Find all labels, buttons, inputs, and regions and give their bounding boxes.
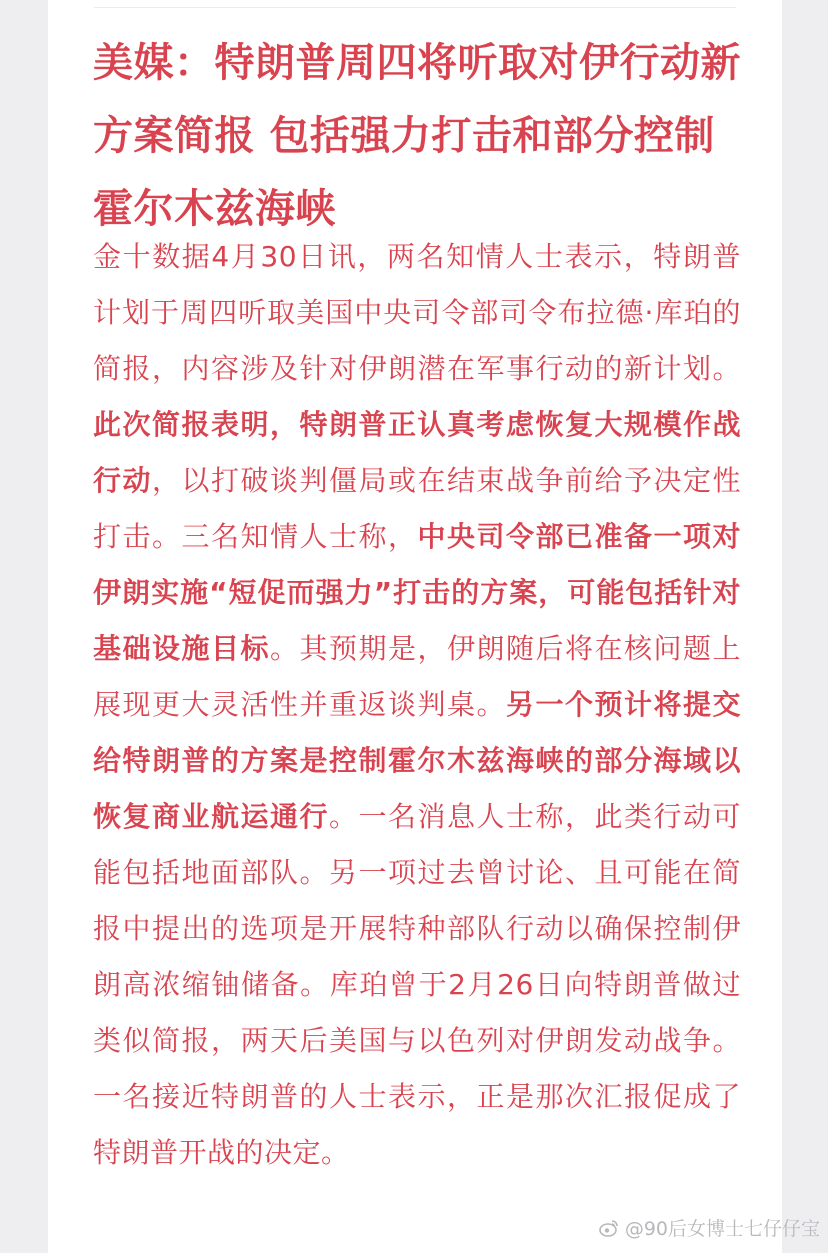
weibo-logo-icon <box>599 1218 619 1238</box>
article-page <box>48 0 782 1253</box>
body-text-segment: 。一名消息人士称，此类行动可能包括地面部队。另一项过去曾讨论、且可能在简报中提出的选项是开展特种部队行动以确保控制伊朗高浓缩铀储备。库珀曾于2月26日向特朗普做过类似简报，两天后美国与以色列对伊朗发动战争。一名接近特朗普的人士表示，正是那次汇报促成了特朗普开战的决定。 <box>93 800 741 1169</box>
body-bold-segment: 此次简报表明，特朗普正认真考虑恢复大规模作战行动 <box>93 408 741 497</box>
body-bold-segment: 另一个预计将提交给特朗普的方案是控制霍尔木兹海峡的部分海域以恢复商业航运通行 <box>93 688 741 833</box>
body-text-segment: 。其预期是，伊朗随后将在核问题上展现更大灵活性并重返谈判桌。 <box>93 632 741 721</box>
watermark-text: @90后女博士七仔仔宝 <box>624 1218 820 1240</box>
body-text-segment: 金十数据4月30日讯，两名知情人士表示，特朗普计划于周四听取美国中央司令部司令布拉德·库珀的简报，内容涉及针对伊朗潜在军事行动的新计划。 <box>93 240 741 385</box>
article-headline: 美媒：特朗普周四将听取对伊行动新方案简报 包括强力打击和部分控制霍尔木兹海峡 <box>93 39 741 232</box>
article-body <box>93 229 741 1181</box>
body-text-segment: ，以打破谈判僵局或在结束战争前给予决定性打击。三名知情人士称， <box>93 464 741 553</box>
author-watermark <box>599 1214 820 1241</box>
top-divider <box>94 7 736 8</box>
body-bold-segment: 中央司令部已准备一项对伊朗实施“短促而强力”打击的方案，可能包括针对基础设施目标 <box>93 520 741 665</box>
